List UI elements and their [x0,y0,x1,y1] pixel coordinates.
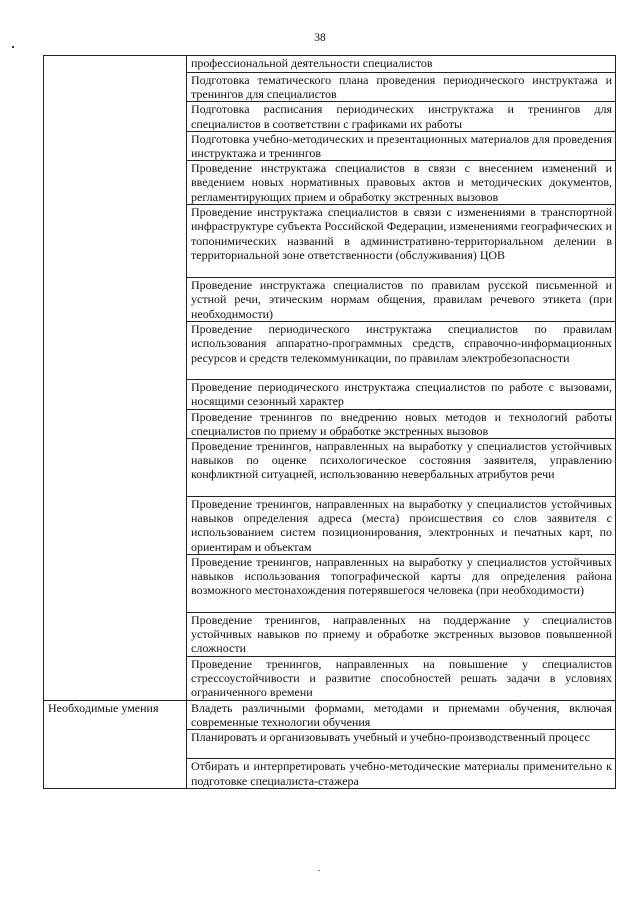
table-cell: Проведение периодического инструктажа специалистов по правилам использования аппаратно-программных средств, справочно-информационных ресурсов и средств телекоммуникации, по правилам электробезопасности [187,322,616,380]
table-cell: Проведение тренингов, направленных на выработку у специалистов устойчивых навыков определения адреса (места) происшествия со слов заявителя с использованием систем позиционирования, электронных и печатных карт, по ориентирам и объектам [187,497,616,555]
table-cell: Планировать и организовывать учебный и учебно-производственный процесс [187,730,616,759]
table-cell: Отбирать и интерпретировать учебно-методические материалы применительно к подготовке специалиста-стажера [187,759,616,788]
table-cell: профессиональной деятельности специалистов [187,56,616,73]
table-cell: Подготовка учебно-методических и презентационных материалов для проведения инструктажа и тренингов [187,131,616,160]
table-cell: Подготовка расписания периодических инструктажа и тренингов для специалистов в соответствии с графиками их работы [187,102,616,131]
table-cell: Проведение инструктажа специалистов по правилам русской письменной и устной речи, этическим нормам общения, правилам речевого этикета (при необходимости) [187,278,616,322]
table-cell: Подготовка тематического плана проведения периодического инструктажа и тренингов для специалистов [187,73,616,102]
table-cell: Проведение инструктажа специалистов в связи с изменениями в транспортной инфраструктуре субъекта Российской Федерации, изменениями географических и топонимических названий в административно-территориальном делении в территориальной зоне ответственности (обслуживания) ЦОВ [187,205,616,278]
table-row [44,701,616,730]
scan-mark [318,870,320,871]
table-cell: Проведение инструктажа специалистов в связи с внесением изменений и введением новых нормативных правовых актов и методических документов, регламентирующих прием и обработку экстренных вызовов [187,161,616,205]
table-cell: Проведение тренингов по внедрению новых методов и технологий работы специалистов по приему и обработке экстренных вызовов [187,409,616,438]
specification-table [43,55,616,789]
table-cell: Проведение тренингов, направленных на выработку у специалистов устойчивых навыков по оценке психологическое состояния заявителя, управлению конфликтной ситуацией, использованию невербальных атрибутов речи [187,439,616,497]
table-cell: Проведение тренингов, направленных на поддержание у специалистов устойчивых навыков по приему и обработке экстренных вызовов повышенной сложности [187,613,616,657]
table-cell: Проведение тренингов, направленных на выработку у специалистов устойчивых навыков использования топографической карты для определения района возможного местонахождения потерявшегося человека (при необходимости) [187,555,616,613]
page-number: 38 [314,32,326,44]
scan-mark [12,46,14,48]
table-row [44,56,616,73]
table-cell: Проведение периодического инструктажа специалистов по работе с вызовами, носящими сезонный характер [187,380,616,409]
row-label-cell [44,56,187,701]
table-cell: Проведение тренингов, направленных на повышение у специалистов стрессоустойчивости и развитие способностей решать задачи в условиях ограниченного времени [187,657,616,701]
row-label-cell: Необходимые умения [44,701,187,789]
table-cell: Владеть различными формами, методами и приемами обучения, включая современные технологии обучения [187,701,616,730]
